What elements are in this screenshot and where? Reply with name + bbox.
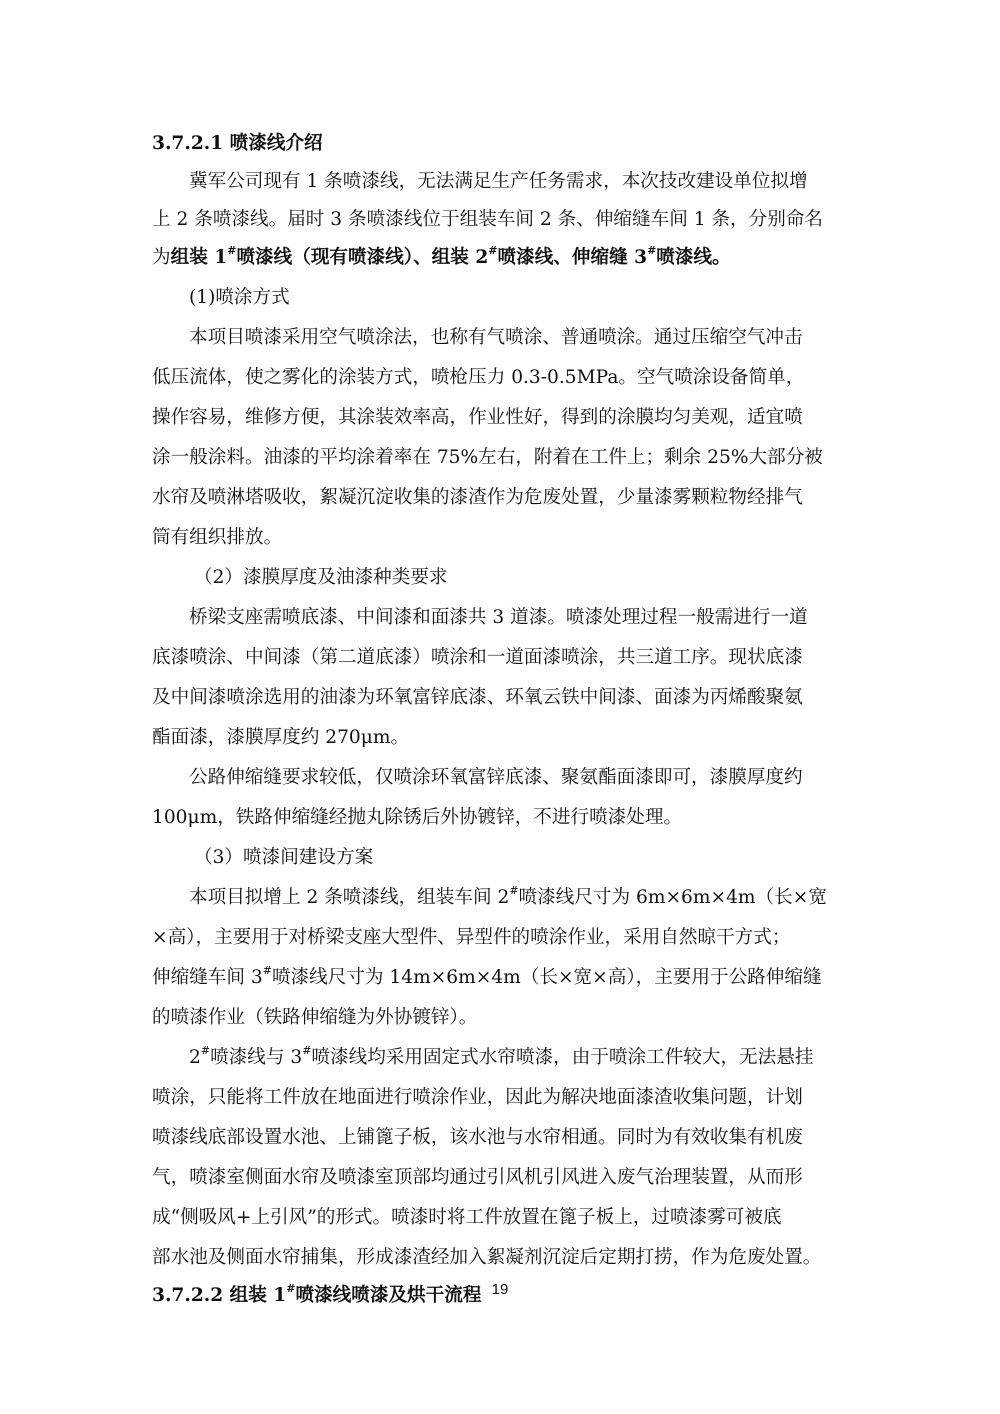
paragraph-water-curtain [152,1042,852,1273]
paragraph-booth-plan [152,882,852,1033]
text-span: 喷漆线尺寸为 6m×6m×4m（长×宽 [518,887,827,908]
text-line: 喷漆线底部设置水池、上铺篦子板，该水池与水帘相通。同时为有效收集有机废 [152,1127,803,1148]
text-line: 100μm，铁路伸缩缝经抛丸除锈后外协镀锌，不进行喷漆处理。 [152,807,683,828]
document-page [152,128,852,1311]
paragraph-intro [152,166,852,273]
text-span: 喷漆线、伸缩缝 3 [497,247,648,268]
superscript: # [227,243,237,257]
text-line: 操作容易，维修方便，其涂装效率高，作业性好，得到的涂膜均匀美观，适宜喷 [152,407,803,428]
text-line: 上 2 条喷漆线。届时 3 条喷漆线位于组装车间 2 条、伸缩缝车间 1 条，分别命名 [152,209,824,230]
page-number: 19 [491,1281,509,1298]
text-line: 喷涂，只能将工件放在地面进行喷涂作业，因此为解决地面漆渣收集问题，计划 [152,1087,803,1108]
text-line: 气，喷漆室侧面水帘及喷漆室顶部均通过引风机引风进入废气治理装置，从而形 [152,1167,803,1188]
text-line: 水帘及喷淋塔吸收，絮凝沉淀收集的漆渣作为危废处置，少量漆雾颗粒物经排气 [152,487,803,508]
superscript: # [262,963,272,977]
text-line: 低压流体，使之雾化的涂装方式，喷枪压力 0.3-0.5MPa。空气喷涂设备简单， [152,367,805,388]
text-span: 喷漆线均采用固定式水帘喷漆，由于喷涂工件较大，无法悬挂 [311,1047,814,1068]
text-line: 部水池及侧面水帘捕集，形成漆渣经加入絮凝剂沉淀后定期打捞，作为危废处置。 [152,1247,822,1268]
superscript: # [488,243,498,257]
text-span: 喷漆线喷漆及烘干流程 [295,1285,482,1306]
text-span: 2 [189,1047,201,1068]
text-span: 喷漆线。 [656,247,731,268]
text-span: 为 [152,247,171,268]
text-line: 的喷漆作业（铁路伸缩缝为外协镀锌）。 [152,1007,478,1028]
superscript: # [200,1043,211,1057]
superscript: # [509,883,519,897]
text-line: 酯面漆，漆膜厚度约 270μm。 [152,727,410,748]
text-line: 涂一般涂料。油漆的平均涂着率在 75%左右，附着在工件上；剩余 25%大部分被 [152,447,823,468]
paragraph-expansion-joint [152,762,852,833]
bold-text [170,243,731,268]
text-line: 本项目喷漆采用空气喷涂法，也称有气喷涂、普通喷涂。通过压缩空气冲击 [189,327,803,348]
text-line [152,882,852,913]
text-span: 喷漆线与 3 [210,1047,303,1068]
text-span: 喷漆线（现有喷漆线）、组装 2 [236,247,489,268]
superscript: # [302,1043,312,1057]
text-line: ×高），主要用于对桥梁支座大型件、异型件的喷涂作业，采用自然晾干方式； [152,927,791,948]
text-line [152,962,852,993]
text-line: 底漆喷涂、中间漆（第二道底漆）喷涂和一道面漆喷涂，共三道工序。现状底漆 [152,647,803,668]
text-line: 及中间漆喷涂选用的油漆为环氧富锌底漆、环氧云铁中间漆、面漆为丙烯酸聚氨 [152,687,803,708]
text-line: 成“侧吸风+上引风”的形式。喷漆时将工件放置在篦子板上，过喷漆雾可被底 [152,1207,782,1228]
section-heading-3-7-2-1: 3.7.2.1 喷漆线介绍 [152,133,323,154]
text-span: 3.7.2.2 组装 1 [152,1285,287,1306]
text-line: 公路伸缩缝要求较低，仅喷涂环氧富锌底漆、聚氨酯面漆即可，漆膜厚度约 [189,767,803,788]
text-span: 组装 1 [170,247,228,268]
paragraph-bridge-bearing [152,602,852,753]
text-span: 本项目拟增上 2 条喷漆线，组装车间 2 [189,887,510,908]
subheading-paint-thickness: （2）漆膜厚度及油漆种类要求 [194,567,448,588]
text-line [152,242,852,273]
superscript: # [286,1281,296,1295]
text-span: 伸缩缝车间 3 [152,967,263,988]
paragraph-spray-method [152,322,852,553]
text-line: 桥梁支座需喷底漆、中间漆和面漆共 3 道漆。喷漆处理过程一般需进行一道 [189,607,808,628]
subheading-spray-method: (1)喷涂方式 [189,287,290,308]
text-line: 筒有组织排放。 [152,527,283,548]
subheading-booth-plan: （3）喷漆间建设方案 [194,847,374,868]
text-line [152,1042,852,1073]
superscript: # [647,243,657,257]
text-span: 喷漆线尺寸为 14m×6m×4m（长×宽×高），主要用于公路伸缩缝 [271,967,822,988]
text-line: 冀军公司现有 1 条喷漆线，无法满足生产任务需求，本次技改建设单位拟增 [189,171,808,192]
